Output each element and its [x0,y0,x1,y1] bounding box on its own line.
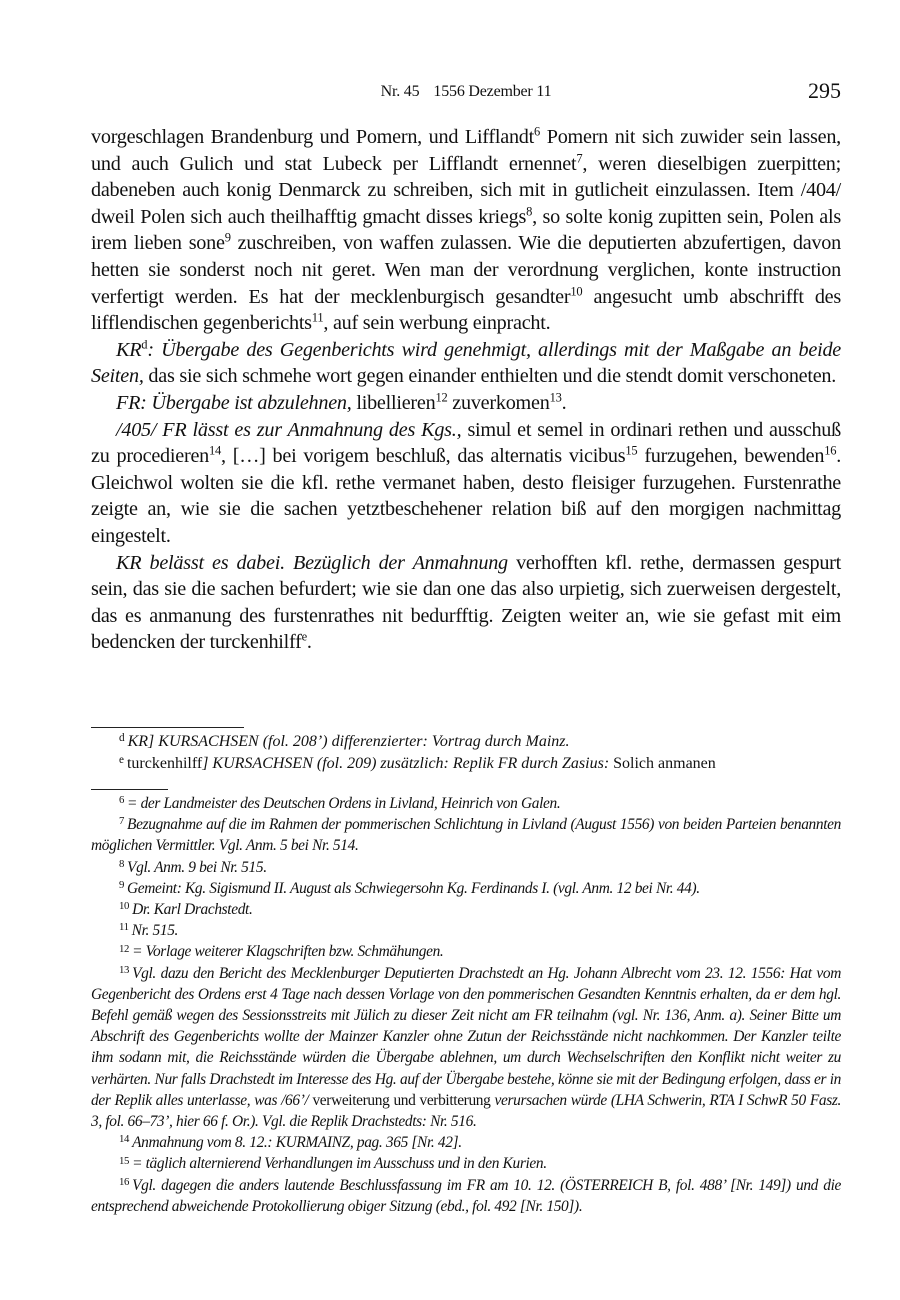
variant-lemma: turckenhilff [126,755,203,772]
footnote-ref: 13 [549,390,562,405]
text-run: zuverkomen [447,391,550,414]
footnote-text: = der Landmeister des Deutschen Ordens in Livland, Heinrich von Galen. [127,795,561,812]
footnote-12 [91,941,841,962]
footnote-text: Bezugnahme auf die im Rahmen der pommerischen Schlichtung in Livland (August 1556) von beiden Parteien benannten möglichen Vermittler. Vgl. Anm. 5 bei Nr. 514. [91,816,841,855]
footnote-number: 16 [119,1175,130,1188]
footnote-text: = täglich alternierend Verhandlungen im Ausschuss und in den Kurien. [132,1155,547,1173]
paragraph-2 [91,337,841,390]
footnote-text: = Vorlage weiterer Klagschriften bzw. Schmähungen. [132,943,444,961]
main-text [91,124,841,656]
editorial-summary: FR: Übergabe ist abzulehnen, [116,391,352,414]
paragraph-3 [91,390,841,417]
paragraph-1 [91,124,841,337]
text-run: , auf sein werbung einpracht. [323,312,551,335]
footnote-number: 13 [119,963,130,976]
footnote-number: 12 [119,942,130,955]
footnote-text: Vgl. dazu den Bericht des Mecklenburger Deputierten Drachstedt an Hg. Johann Albrecht vom 23. 12. 1556: Hat vom Gegenbericht des Ordens erst 4 Tage nach dessen Vorlage von den pommerischen Gesandten Kenntnis erhalten, da er dem hgl. Befehl gemäß wegen des Sessionsstreits mit Jülich zu dieser Zeit nicht am FR teilnahm (vgl. Nr. 136, Anm. a). Seiner Bitte um Abschrift des Gegenberichts wollte der Mainzer Kanzler ohne Zutun der Reichsstände nicht nachkommen. Der Kanzler teilte ihm sodann mit, die Reichsstände würden die Übergabe ablehnen, um durch Wechselschriften den Konflikt nicht weiter zu verhärten. Nur falls Drachstedt im Interesse des Hg. auf der Übergabe bestehe, könne sie mit der Bedingung erfolgen, dass er in der Replik alles unterlasse, was /66’/ [91,964,841,1109]
footnote-13 [91,963,841,1133]
footnote-number: 11 [119,921,129,934]
footnote-9 [91,878,841,899]
footnote-number: 7 [119,815,125,828]
footnote-ref: 6 [534,124,541,139]
text-run: , so solte konig zupitten sein, Polen als irem lieben sone [91,205,841,255]
page-header [91,78,841,108]
footnote-text: Anmahnung vom 8. 12.: KURMAINZ, pag. 365 [Nr. 42]. [132,1134,462,1152]
footnote-number: 6 [119,794,125,807]
document-number: Nr. 45 [380,83,420,100]
text-run: simul et semel in ordinari rethen und ausschuß zu procedieren [91,418,841,468]
footnote-text: Nr. 515. [131,922,179,940]
footnotes-divider [91,789,168,790]
running-head [91,83,841,101]
text-run: zuschreiben, von waffen zulassen. Wie die deputierten abzufertigen, davon hetten sie sonderst noch nit geret. Wen man der verordnung verglichen, konte instruction verfertigt werden. Es hat der mecklenburgisch gesandter [91,232,841,308]
text-run: verhofften kfl. rethe, dermassen gespurt sein, das sie die sachen befurdert; wie sie dan one das also urpietig, sich zuerweisen dergestelt, das es anmanung des furstenrathes nit bedurfftig. Zeigten weiter an, wie sie gefast mit eim bedencken der turckenhilff [91,551,841,654]
footnote-ref: 10 [570,284,583,299]
footnote-number: 14 [119,1133,130,1146]
footnote-14 [91,1132,841,1153]
footnote-ref: 14 [209,443,222,458]
text-run: , weren dieselbigen zuerpitten; dabeneben auch konig Denmarck zu schreiben, sich mit in gutlicheit einzulassen. Item /404/ dweil Polen sich auch theilhafftig gmacht disses kriegs [91,152,841,228]
footnote-number: 9 [119,878,125,891]
footnote-ref: 15 [625,443,638,458]
footnote-ref: 16 [824,443,837,458]
footnote-number: 8 [119,857,125,870]
footnote-text: verursachen würde (LHA Schwerin, RTA I SchwR 50 Fasz. 3, fol. 66–73’, hier 66 f. Or.). Vgl. die Replik Drachstedts: Nr. 516. [91,1091,842,1131]
editorial-summary: KR belässt es dabei. Bezüglich der Anmahnung [116,551,508,574]
editorial-summary: /405/ FR lässt es zur Anmahnung des Kgs., [116,418,462,441]
footnote-8 [91,857,841,878]
variant-mark: e [119,753,124,766]
paragraph-4 [91,417,841,550]
text-run: . [306,631,312,654]
variant-apparatus-divider [91,727,244,728]
text-run: libellieren [351,391,436,414]
footnote-ref: 8 [526,204,533,219]
footnote-ref: 7 [576,151,583,166]
text-run: Pomern nit sich zuwider sein lassen, und auch Gulich und stat Lubeck per Lifflandt ernennet [91,126,841,175]
text-run: vorgeschlagen Brandenburg und Pomern, und Lifflandt [91,126,535,148]
footnote-15 [91,1153,841,1174]
footnote-text: Gemeint: Kg. Sigismund II. August als Schwiegersohn Kg. Ferdinands I. (vgl. Anm. 12 bei Nr. 44). [127,879,700,897]
footnote-number: 10 [119,900,130,913]
text-run: . [561,391,567,414]
editorial-summary: : Übergabe des Gegenberichts wird genehmigt, allerdings mit der Maßgabe an beide Seiten, [91,338,841,388]
paragraph-5 [91,550,841,656]
footnote-ref: 11 [311,310,324,325]
variant-note-e [91,753,841,775]
speaker-kr: KR [116,338,142,361]
text-run: , […] bei vorigem beschluß, das alternatis vicibus [221,445,626,468]
variant-text: KR] KURSACHSEN (fol. 208’) differenzierter: Vortrag durch Mainz. [127,733,570,750]
variant-ref: e [301,629,307,644]
variant-note-d [91,731,841,753]
footnote-quote: verweiterung und verbitterung [308,1091,491,1109]
variant-quote: Solich anmanen [609,755,716,772]
text-run: furzugehen, bewenden [637,445,825,468]
footnote-16 [91,1175,841,1217]
text-run: angesucht umb abschrifft des lifflendischen gegenberichts [91,285,841,335]
variant-text: ] KURSACHSEN (fol. 209) zusätzlich: Replik FR durch Zasius: [202,755,610,772]
document-date: 1556 Dezember 11 [433,83,552,100]
footnote-text: Vgl. dagegen die anders lautende Beschlussfassung im FR am 10. 12. (ÖSTERREICH B, fol. 488’ [Nr. 149]) und die entsprechend abweichende Protokollierung obiger Sitzung (ebd., fol. 492 [Nr. 150]). [91,1176,841,1215]
footnote-text: Dr. Karl Drachstedt. [132,901,253,919]
footnote-11 [91,920,841,941]
footnote-10 [91,899,841,920]
page-number: 295 [808,78,841,103]
footnote-7 [91,814,841,856]
footnotes [91,793,841,1217]
footnote-6 [91,793,841,814]
variant-ref: d [141,337,148,352]
footnote-ref: 12 [435,390,448,405]
footnote-ref: 9 [224,230,231,245]
footnote-text: Vgl. Anm. 9 bei Nr. 515. [127,858,267,876]
variant-apparatus [91,731,841,775]
footnote-number: 15 [119,1154,130,1167]
variant-mark: d [119,731,125,744]
text-run: das sie sich schmehe wort gegen einander enthielten und die stendt domit verschoneten. [143,365,837,388]
text-run: . Gleichwol wolten sie die kfl. rethe vermanet haben, desto fleisiger furzugehen. Furstenrathe zeigte an, wie sie die sachen yetztbeschehener relation biß auf den morgigen nachmittag eingestelt. [91,445,841,547]
